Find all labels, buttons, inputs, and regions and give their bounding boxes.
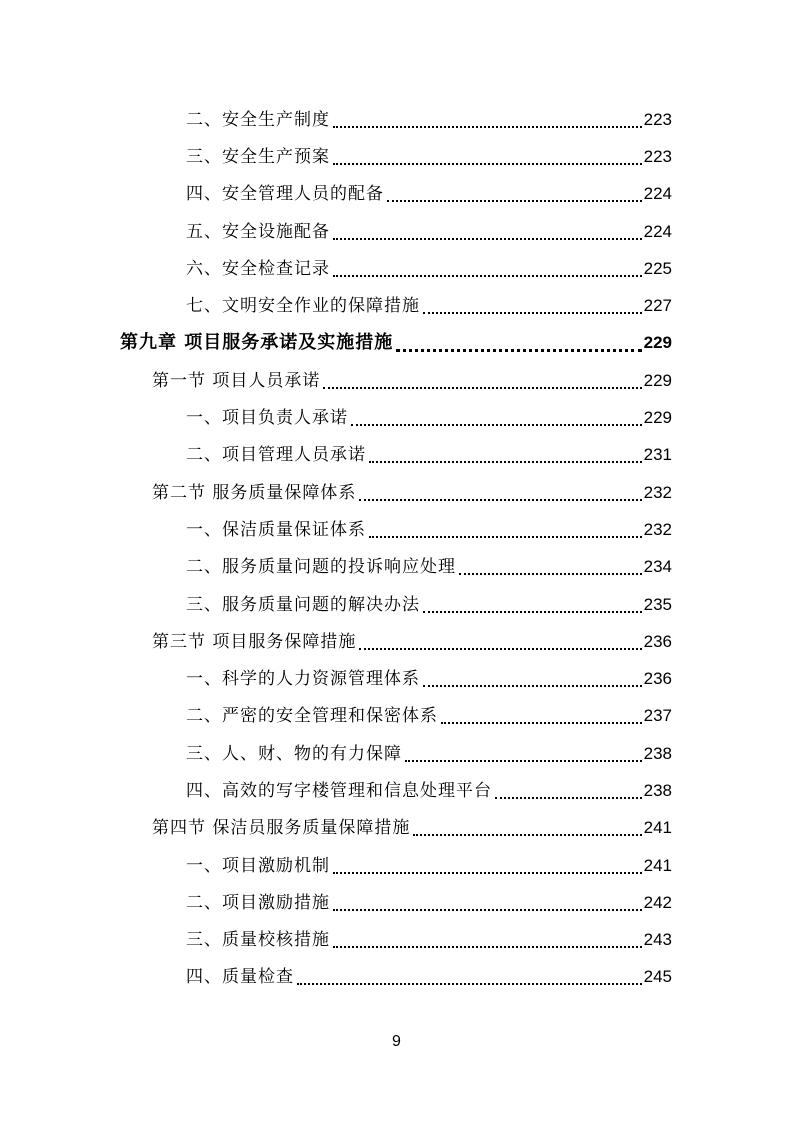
toc-entry-section[interactable] xyxy=(0,474,793,511)
toc-entry-title: 二、项目管理人员承诺 xyxy=(186,445,366,466)
toc-entry-title: 四、安全管理人员的配备 xyxy=(186,184,384,205)
toc-entry-item[interactable] xyxy=(0,698,793,735)
toc-entry-item[interactable] xyxy=(0,213,793,250)
toc-entry-page: 229 xyxy=(643,333,672,353)
toc-dot-leader xyxy=(423,296,642,314)
toc-entry-title: 一、项目激励机制 xyxy=(186,855,330,876)
toc-entry-title: 第九章 项目服务承诺及实施措施 xyxy=(120,332,394,354)
toc-dot-leader xyxy=(413,818,641,836)
toc-dot-leader xyxy=(369,520,642,538)
toc-entry-page: 224 xyxy=(643,221,672,241)
toc-entry-page: 242 xyxy=(643,892,672,912)
toc-entry-title: 二、安全生产制度 xyxy=(186,109,330,130)
toc-dot-leader xyxy=(333,259,642,277)
toc-entry-page: 229 xyxy=(643,370,672,390)
toc-entry-page: 238 xyxy=(643,780,672,800)
toc-entry-title: 五、安全设施配备 xyxy=(186,221,330,242)
toc-dot-leader xyxy=(351,408,642,426)
toc-entry-title: 六、安全检查记录 xyxy=(186,258,330,279)
toc-dot-leader xyxy=(333,856,642,874)
toc-dot-leader xyxy=(441,706,642,724)
toc-entry-title: 三、人、财、物的有力保障 xyxy=(186,743,402,764)
toc-entry-section[interactable] xyxy=(0,623,793,660)
toc-entry-page: 227 xyxy=(643,296,672,316)
toc-entry-item[interactable] xyxy=(0,437,793,474)
toc-entry-item[interactable] xyxy=(0,847,793,884)
toc-entry-item[interactable] xyxy=(0,922,793,959)
toc-entry-item[interactable] xyxy=(0,735,793,772)
toc-entry-page: 241 xyxy=(643,818,672,838)
toc-entry-item[interactable] xyxy=(0,959,793,996)
toc-entry-item[interactable] xyxy=(0,511,793,548)
toc-entry-title: 三、质量校核措施 xyxy=(186,930,330,951)
toc-entry-page: 234 xyxy=(643,557,672,577)
toc-entry-title: 一、保洁质量保证体系 xyxy=(186,519,366,540)
page-number: 9 xyxy=(392,1033,401,1050)
toc-entry-item[interactable] xyxy=(0,287,793,324)
toc-entry-title: 二、服务质量问题的投诉响应处理 xyxy=(186,557,456,578)
toc-dot-leader xyxy=(333,893,642,911)
toc-entry-page: 224 xyxy=(643,184,672,204)
toc-entry-title: 三、服务质量问题的解决办法 xyxy=(186,594,420,615)
toc-entry-title: 四、质量检查 xyxy=(186,967,294,988)
toc-entry-item[interactable] xyxy=(0,101,793,138)
toc-entry-page: 232 xyxy=(643,519,672,539)
toc-entry-page: 232 xyxy=(643,482,672,502)
toc-entry-section[interactable] xyxy=(0,810,793,847)
toc-dot-leader xyxy=(333,110,642,128)
toc-entry-page: 223 xyxy=(643,109,672,129)
toc-entry-page: 237 xyxy=(643,706,672,726)
toc-dot-leader xyxy=(495,781,642,799)
toc-dot-leader xyxy=(333,930,642,948)
toc-entry-page: 229 xyxy=(643,408,672,428)
toc-entry-page: 223 xyxy=(643,146,672,166)
toc-entry-title: 第三节 项目服务保障措施 xyxy=(152,631,357,652)
table-of-contents xyxy=(0,101,793,996)
toc-entry-item[interactable] xyxy=(0,772,793,809)
toc-entry-page: 245 xyxy=(643,967,672,987)
toc-dot-leader xyxy=(405,744,642,762)
toc-dot-leader xyxy=(423,669,642,687)
toc-entry-page: 231 xyxy=(643,445,672,465)
toc-dot-leader xyxy=(359,483,641,501)
toc-entry-title: 第四节 保洁员服务质量保障措施 xyxy=(152,818,411,839)
toc-entry-title: 二、严密的安全管理和保密体系 xyxy=(186,706,438,727)
toc-dot-leader xyxy=(369,445,642,463)
toc-entry-item[interactable] xyxy=(0,176,793,213)
toc-entry-page: 236 xyxy=(643,669,672,689)
toc-entry-item[interactable] xyxy=(0,660,793,697)
toc-dot-leader xyxy=(396,333,641,352)
toc-entry-item[interactable] xyxy=(0,138,793,175)
toc-dot-leader xyxy=(423,595,642,613)
toc-entry-title: 三、安全生产预案 xyxy=(186,146,330,167)
toc-entry-page: 238 xyxy=(643,743,672,763)
toc-entry-title: 一、项目负责人承诺 xyxy=(186,408,348,429)
toc-entry-title: 第一节 项目人员承诺 xyxy=(152,370,321,391)
toc-entry-page: 225 xyxy=(643,258,672,278)
toc-dot-leader xyxy=(387,184,642,202)
toc-entry-item[interactable] xyxy=(0,549,793,586)
toc-dot-leader xyxy=(333,147,642,165)
toc-entry-page: 243 xyxy=(643,930,672,950)
toc-entry-section[interactable] xyxy=(0,362,793,399)
toc-entry-title: 七、文明安全作业的保障措施 xyxy=(186,296,420,317)
toc-entry-title: 二、项目激励措施 xyxy=(186,892,330,913)
toc-entry-chapter[interactable] xyxy=(0,325,793,362)
toc-dot-leader xyxy=(459,557,642,575)
toc-entry-title: 一、科学的人力资源管理体系 xyxy=(186,669,420,690)
toc-entry-item[interactable] xyxy=(0,884,793,921)
toc-entry-page: 235 xyxy=(643,594,672,614)
toc-entry-page: 236 xyxy=(643,631,672,651)
toc-entry-item[interactable] xyxy=(0,250,793,287)
toc-entry-title: 第二节 服务质量保障体系 xyxy=(152,482,357,503)
toc-dot-leader xyxy=(323,371,641,389)
toc-entry-title: 四、高效的写字楼管理和信息处理平台 xyxy=(186,780,492,801)
toc-dot-leader xyxy=(297,967,642,985)
toc-dot-leader xyxy=(359,632,641,650)
toc-entry-item[interactable] xyxy=(0,586,793,623)
toc-entry-item[interactable] xyxy=(0,399,793,436)
toc-dot-leader xyxy=(333,222,642,240)
toc-entry-page: 241 xyxy=(643,855,672,875)
